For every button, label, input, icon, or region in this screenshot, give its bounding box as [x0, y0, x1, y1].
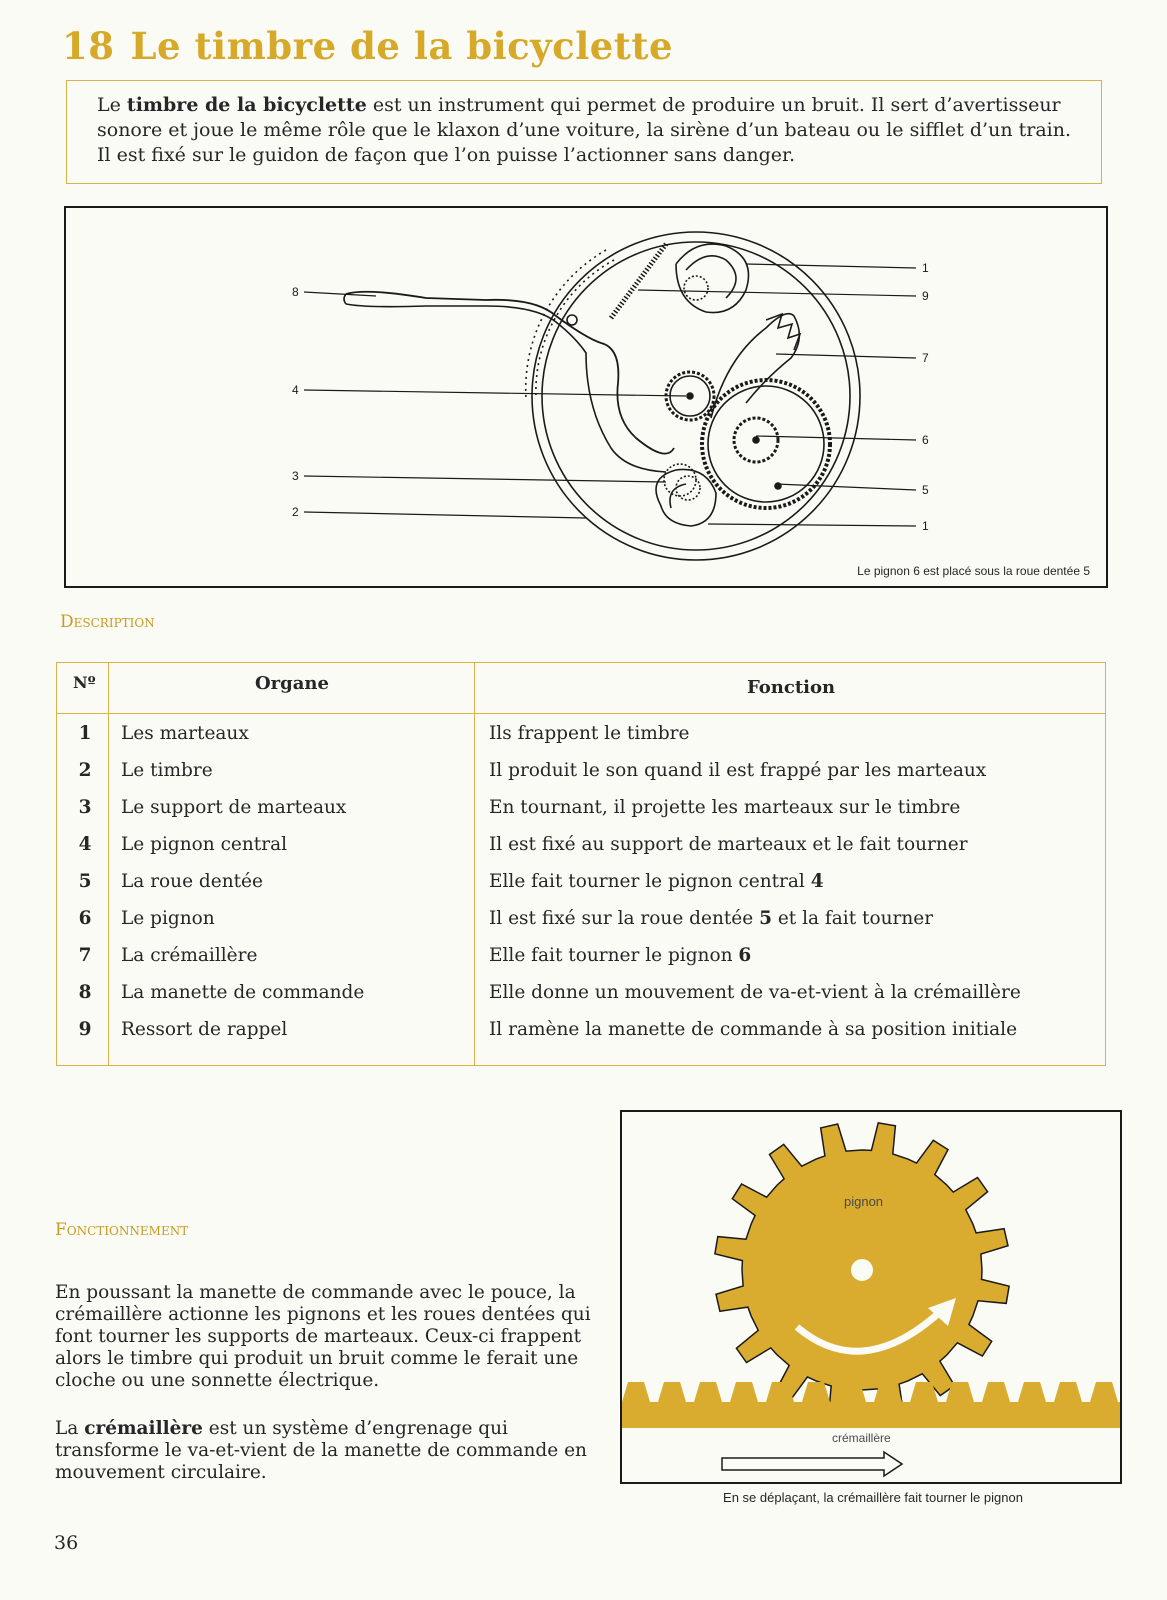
bell-outer: [532, 232, 860, 560]
row-number: 2: [78, 760, 92, 781]
row-number: 4: [78, 834, 92, 855]
label-9: 9: [922, 289, 929, 303]
row-function-text: Il est fixé au support de marteaux et le fait tourner: [489, 834, 968, 855]
fonctionnement-heading: Fonctionnement: [55, 1220, 189, 1240]
label-4: 4: [292, 383, 299, 397]
p2-rest: est un système d’engrenage qui transforme le va-et-vient de la manette de commande en mouvement circulaire.: [55, 1418, 587, 1483]
fonctionnement-paragraph-2: [55, 1418, 595, 1484]
table-row: [57, 908, 1105, 944]
gear-rack-diagram: [622, 1112, 1120, 1482]
table-row: [57, 797, 1105, 833]
p2-bold: crémaillère: [84, 1418, 203, 1439]
label-5: 5: [922, 483, 929, 497]
description-table: [56, 662, 1106, 1066]
intro-box: [66, 80, 1102, 184]
label-2: 2: [292, 505, 299, 519]
table-row: [57, 1019, 1105, 1055]
row-organ: La crémaillère: [121, 945, 258, 966]
row-number: 5: [78, 871, 92, 892]
col-header-num: Nº: [73, 673, 96, 692]
mechanism-figure: [64, 206, 1108, 588]
rack-label: crémaillère: [832, 1431, 891, 1445]
row-number: 9: [78, 1019, 92, 1040]
row-function-ref: 6: [738, 945, 752, 966]
col-header-function: Fonction: [747, 677, 836, 698]
gear-caption: En se déplaçant, la crémaillère fait tourner le pignon: [723, 1490, 1023, 1505]
row-function: [489, 945, 751, 966]
table-row: [57, 982, 1105, 1018]
row-function: [489, 1019, 1017, 1040]
row-function-text: Il ramène la manette de commande à sa position initiale: [489, 1019, 1018, 1040]
row-number: 6: [78, 908, 92, 929]
row-function-text: Elle donne un mouvement de va-et-vient à la crémaillère: [489, 982, 1021, 1003]
col-header-organ: Organe: [255, 673, 329, 694]
chapter-title: Le timbre de la bicyclette: [130, 24, 674, 68]
row-number: 1: [78, 723, 92, 744]
motion-arrow: [722, 1452, 902, 1476]
label-1-top: 1: [922, 261, 929, 275]
row-function-text: Ils frappent le timbre: [489, 723, 690, 744]
row-function: [489, 982, 1021, 1003]
mechanism-diagram: [66, 208, 1106, 586]
pinion-label: pignon: [844, 1194, 884, 1209]
intro-lead: Le: [97, 94, 121, 116]
intro-bold: timbre de la bicyclette: [126, 94, 367, 116]
fonctionnement-paragraph-1: En poussant la manette de commande avec le pouce, la crémaillère actionne les pignons et les roues dentées qui font tourner les supports de marteaux. Ceux-ci frappent alors le timbre qui produit un bruit comme le ferait une cloche ou une sonnette électrique.: [55, 1282, 591, 1391]
fonctionnement-text: [55, 1282, 595, 1510]
row-organ: La manette de commande: [121, 982, 365, 1003]
table-row: [57, 945, 1105, 981]
row-organ: Le support de marteaux: [121, 797, 347, 818]
row-number: 8: [78, 982, 92, 1003]
label-6: 6: [922, 433, 929, 447]
row-organ: Le timbre: [121, 760, 213, 781]
table-row: [57, 723, 1105, 759]
row-function-text: En tournant, il projette les marteaux sur le timbre: [489, 797, 961, 818]
row-function: [489, 834, 968, 855]
row-number: 3: [78, 797, 92, 818]
chapter-number: 18: [62, 24, 115, 68]
row-organ: Les marteaux: [121, 723, 249, 744]
page-number: 36: [54, 1532, 79, 1554]
table-row: [57, 760, 1105, 796]
row-organ: La roue dentée: [121, 871, 263, 892]
row-organ: Le pignon central: [121, 834, 288, 855]
page-title: [62, 24, 673, 68]
label-3: 3: [292, 469, 299, 483]
p2-lead: La: [55, 1418, 85, 1439]
row-function-text: Elle fait tourner le pignon central: [489, 871, 811, 892]
row-function: [489, 797, 960, 818]
row-function-text: Il est fixé sur la roue dentée: [489, 908, 760, 929]
label-8: 8: [292, 285, 299, 299]
label-1-bottom: 1: [922, 519, 929, 533]
gear-rack-figure: [620, 1110, 1122, 1484]
label-7: 7: [922, 351, 929, 365]
row-function-text: Il produit le son quand il est frappé par les marteaux: [489, 760, 987, 781]
row-function-ref: 4: [810, 871, 824, 892]
row-function-text: Elle fait tourner le pignon: [489, 945, 739, 966]
row-function-ref: 5: [759, 908, 772, 929]
description-heading: Description: [60, 612, 155, 632]
row-function: [489, 760, 986, 781]
row-number: 7: [78, 945, 92, 966]
pinion-hole: [851, 1259, 873, 1281]
table-row: [57, 871, 1105, 907]
intro-text: est un instrument qui permet de produire un bruit. Il sert d’avertisseur sonore et joue le même rôle que le klaxon d’une voiture, la sirène d’un bateau ou le sifflet d’un train. Il est fixé sur le guidon de façon que l’on puisse l’actionner sans danger.: [97, 94, 1072, 166]
figure-caption: Le pignon 6 est placé sous la roue dentée 5: [857, 564, 1090, 578]
row-function-tail: et la fait tourner: [771, 908, 934, 929]
row-organ: Ressort de rappel: [121, 1019, 288, 1040]
row-organ: Le pignon: [121, 908, 215, 929]
row-function: [489, 723, 689, 744]
table-row: [57, 834, 1105, 870]
row-function: [489, 871, 824, 892]
bell-inner: [542, 242, 850, 550]
row-function: [489, 908, 933, 929]
